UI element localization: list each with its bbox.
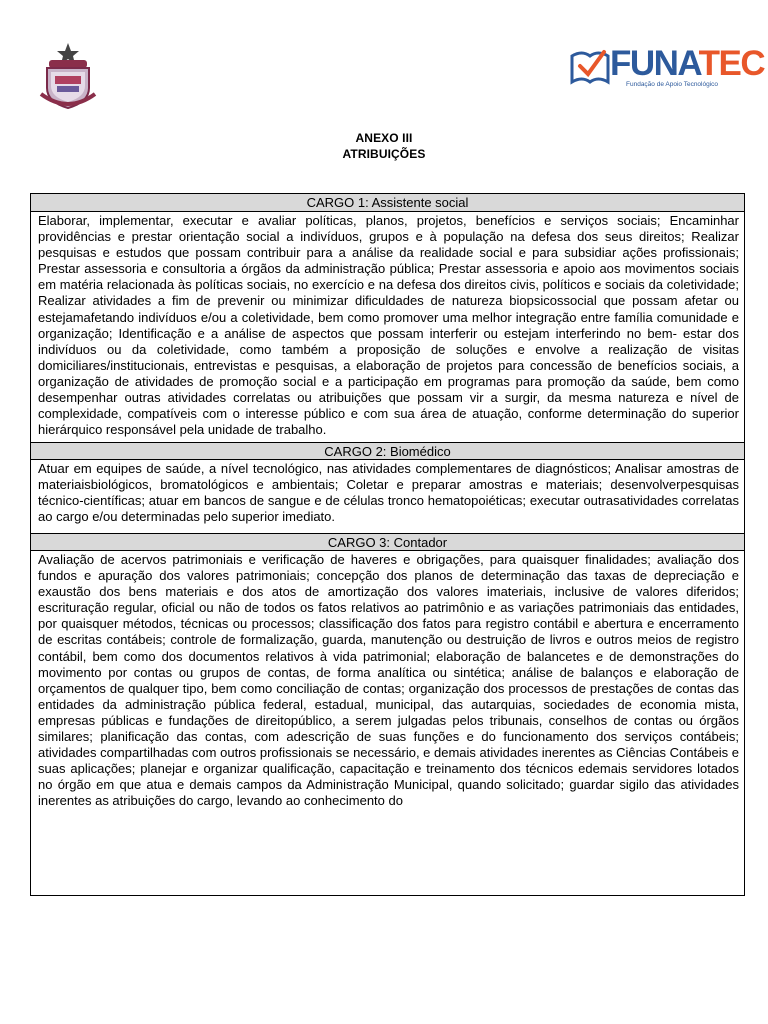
document-header (0, 0, 768, 120)
cargo-1-description: Elaborar, implementar, executar e avaliar políticas, planos, projetos, benefícios e serviços sociais; Encaminhar providências e prestar orientação social a indivíduos, grupos e à população na defesa dos seus direitos; Realizar pesquisas e estudos que possam contribuir para a análise da realidade social e para subsidiar ações profissionais; Prestar assessoria e consultoria a órgãos da administração pública; Prestar assessoria e apoio aos movimentos sociais em matéria relacionada às políticas sociais, no exercício e na defesa dos direitos civis, políticos e sociais da coletividade; Realizar atividades a fim de prevenir ou minimizar dificuldades de natureza biopsicossocial que possam afetar ou estejamafetando indivíduos e/ou a coletividade, bem como promover uma melhor integração entre família comunidade e organização; Identificação e a análise de aspectos que possam interferir ou estejam interferindo no bem- estar dos indivíduos ou da coletividade, como também a proposição de soluções e envolve a realização de visitas domiciliares/institucionais, entrevistas e pesquisas, a elaboração de projetos para concessão de benefícios sociais, a organização de atividades de promoção social e a participação em programas para promoção da saúde, bem como desempenhar outras atividades correlatas ou atribuições que possam vir a surgir, da mesma natureza e nível de complexidade, compatíveis com o interesse público e com sua área de atuação, conforme determinação do superior hierárquico responsável pela unidade de trabalho. (38, 213, 739, 438)
funatec-name: FUNATEC (610, 44, 765, 83)
cargo-1-title: CARGO 1: Assistente social (31, 194, 744, 212)
annex-subtitle: ATRIBUIÇÕES (342, 147, 426, 161)
cargo-3-description: Avaliação de acervos patrimoniais e verificação de haveres e obrigações, para quaisquer finalidades; avaliação dos fundos e apuração dos valores patrimoniais; concepção dos planos de determinação das taxas de depreciação e exaustão dos bens materiais e dos atos de amortização dos valores imateriais, inclusive de valores diferidos; escrituração regular, oficial ou não de todos os fatos relativos ao patrimônio e as variações patrimoniais das entidades, por quaisquer métodos, técnicas ou processos; classificação dos fatos para registro contábil e abertura e encerramento de escritas contábeis; controle de formalização, guarda, manutenção ou destruição de livros e outros meios de registro contábil, bem como dos documentos relativos à vida patrimonial; elaboração de balancetes e de demonstrações do movimento por contas ou grupos de contas, de forma analítica ou sintética; análise de balanços e elaboração de orçamentos de qualquer tipo, bem como conciliação de contas; organização dos processos de prestações de contas das entidades da administração pública federal, estadual, municipal, das autarquias, sociedades de economia mista, empresas públicas e fundações de direitopúblico, a serem julgadas pelos tribunais, conselhos de contas ou órgãos similares; planificação das contas, com adescrição de suas funções e do funcionamento dos serviços contábeis; atividades compartilhadas com outros profissionais se necessário, e demais atividades inerentes as Ciências Contábeis e suas aplicações; planejar e organizar qualificação, capacitação e treinamento dos técnicos edemais servidores lotados no órgão em que atua e demais campos da Administração Municipal, quando solicitado; guardar sigilo das atividades inerentes as atribuições do cargo, levando ao conhecimento do (38, 552, 739, 809)
municipal-crest-icon (37, 42, 99, 110)
funatec-logo (568, 44, 765, 92)
cargo-2-title: CARGO 2: Biomédico (31, 442, 744, 460)
funatec-subtitle: Fundação de Apoio Tecnológico (626, 81, 719, 88)
attributions-table (30, 193, 745, 896)
cargo-3-title: CARGO 3: Contador (31, 533, 744, 551)
cargo-2-description: Atuar em equipes de saúde, a nível tecnológico, nas atividades complementares de diagnósticos; Analisar amostras de materiaisbiológicos, bromatológicos e ambientais; Coletar e preparar amostras e materiais; desenvolverpesquisas técnico-científicas; atuar em bancos de sangue e de células tronco hematopoiéticas; executar outrasatividades correlatas ao cargo e/ou determinadas pelo superior imediato. (38, 461, 739, 525)
funatec-logo-icon (568, 46, 612, 86)
annex-title: ANEXO III (355, 131, 413, 145)
